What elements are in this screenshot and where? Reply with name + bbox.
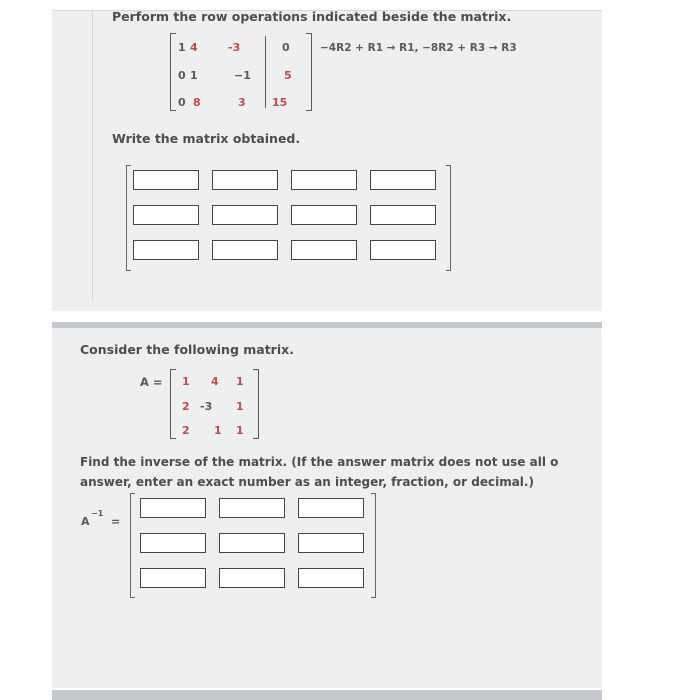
- question-panel-3-edge: [52, 690, 602, 700]
- q2-answer-input[interactable]: [298, 533, 364, 553]
- q1-answer-input[interactable]: [212, 170, 278, 190]
- q2-instruction-line2: answer, enter an exact number as an integer, fraction, or decimal.): [80, 475, 534, 489]
- q2-answer-input[interactable]: [140, 533, 206, 553]
- q1-cell: 4: [190, 41, 198, 54]
- q2-inverse-letter: A: [81, 515, 90, 528]
- q1-cell: 5: [284, 69, 292, 82]
- q1-answer-input[interactable]: [133, 205, 199, 225]
- q1-cell: 0: [282, 41, 290, 54]
- q2-answer-input[interactable]: [219, 498, 285, 518]
- q1-answer-input[interactable]: [133, 170, 199, 190]
- q1-cell: −1: [234, 69, 251, 82]
- q1-answer-left-bracket: [126, 165, 131, 271]
- q1-cell: 1: [190, 69, 198, 82]
- q1-answer-input[interactable]: [212, 240, 278, 260]
- q1-right-bracket: [306, 33, 312, 111]
- q2-answer-left-bracket: [130, 493, 135, 598]
- q2-answer-input[interactable]: [219, 568, 285, 588]
- q2-cell: 2: [182, 424, 190, 437]
- q1-answer-right-bracket: [446, 165, 451, 271]
- q1-cell: 15: [272, 96, 288, 109]
- q2-answer-right-bracket: [371, 493, 376, 598]
- q1-cell: 8: [193, 96, 201, 109]
- q1-instruction: Perform the row operations indicated beside the matrix.: [112, 9, 512, 24]
- panel-rail: [92, 11, 93, 301]
- q1-cell: -3: [228, 41, 241, 54]
- q2-cell: 4: [211, 375, 219, 388]
- q1-cell: 0: [178, 96, 186, 109]
- q2-cell: 1: [236, 424, 244, 437]
- q2-answer-input[interactable]: [298, 568, 364, 588]
- q2-cell: 1: [236, 375, 244, 388]
- q1-answer-input[interactable]: [370, 205, 436, 225]
- q1-row-operations: −4R2 + R1 → R1, −8R2 + R3 → R3: [320, 42, 517, 54]
- q1-answer-input[interactable]: [291, 240, 357, 260]
- q2-inverse-equals: =: [111, 515, 121, 528]
- q1-augment-divider: [265, 36, 266, 108]
- q2-answer-input[interactable]: [140, 568, 206, 588]
- question-panel-1: [52, 10, 602, 311]
- q2-cell: 2: [182, 400, 190, 413]
- q1-answer-input[interactable]: [370, 240, 436, 260]
- q1-cell: 1: [178, 41, 186, 54]
- q1-answer-input[interactable]: [133, 240, 199, 260]
- q2-left-bracket: [170, 369, 176, 439]
- q1-prompt: Write the matrix obtained.: [112, 131, 301, 146]
- q1-answer-input[interactable]: [291, 170, 357, 190]
- q2-intro: Consider the following matrix.: [80, 342, 294, 357]
- q2-right-bracket: [253, 369, 259, 439]
- q2-cell: 1: [182, 375, 190, 388]
- q2-answer-input[interactable]: [219, 533, 285, 553]
- q1-cell: 0: [178, 69, 186, 82]
- q1-answer-input[interactable]: [291, 205, 357, 225]
- q2-cell: 1: [236, 400, 244, 413]
- q2-matrix-label: A =: [140, 375, 163, 389]
- q2-cell: -3: [200, 400, 213, 413]
- q2-instruction-line1: Find the inverse of the matrix. (If the answer matrix does not use all o: [80, 455, 559, 469]
- q1-answer-input[interactable]: [370, 170, 436, 190]
- q2-answer-input[interactable]: [140, 498, 206, 518]
- q1-answer-input[interactable]: [212, 205, 278, 225]
- q2-answer-input[interactable]: [298, 498, 364, 518]
- q2-inverse-exponent: −1: [91, 509, 104, 518]
- q2-cell: 1: [214, 424, 222, 437]
- q1-left-bracket: [170, 33, 176, 111]
- q1-cell: 3: [238, 96, 246, 109]
